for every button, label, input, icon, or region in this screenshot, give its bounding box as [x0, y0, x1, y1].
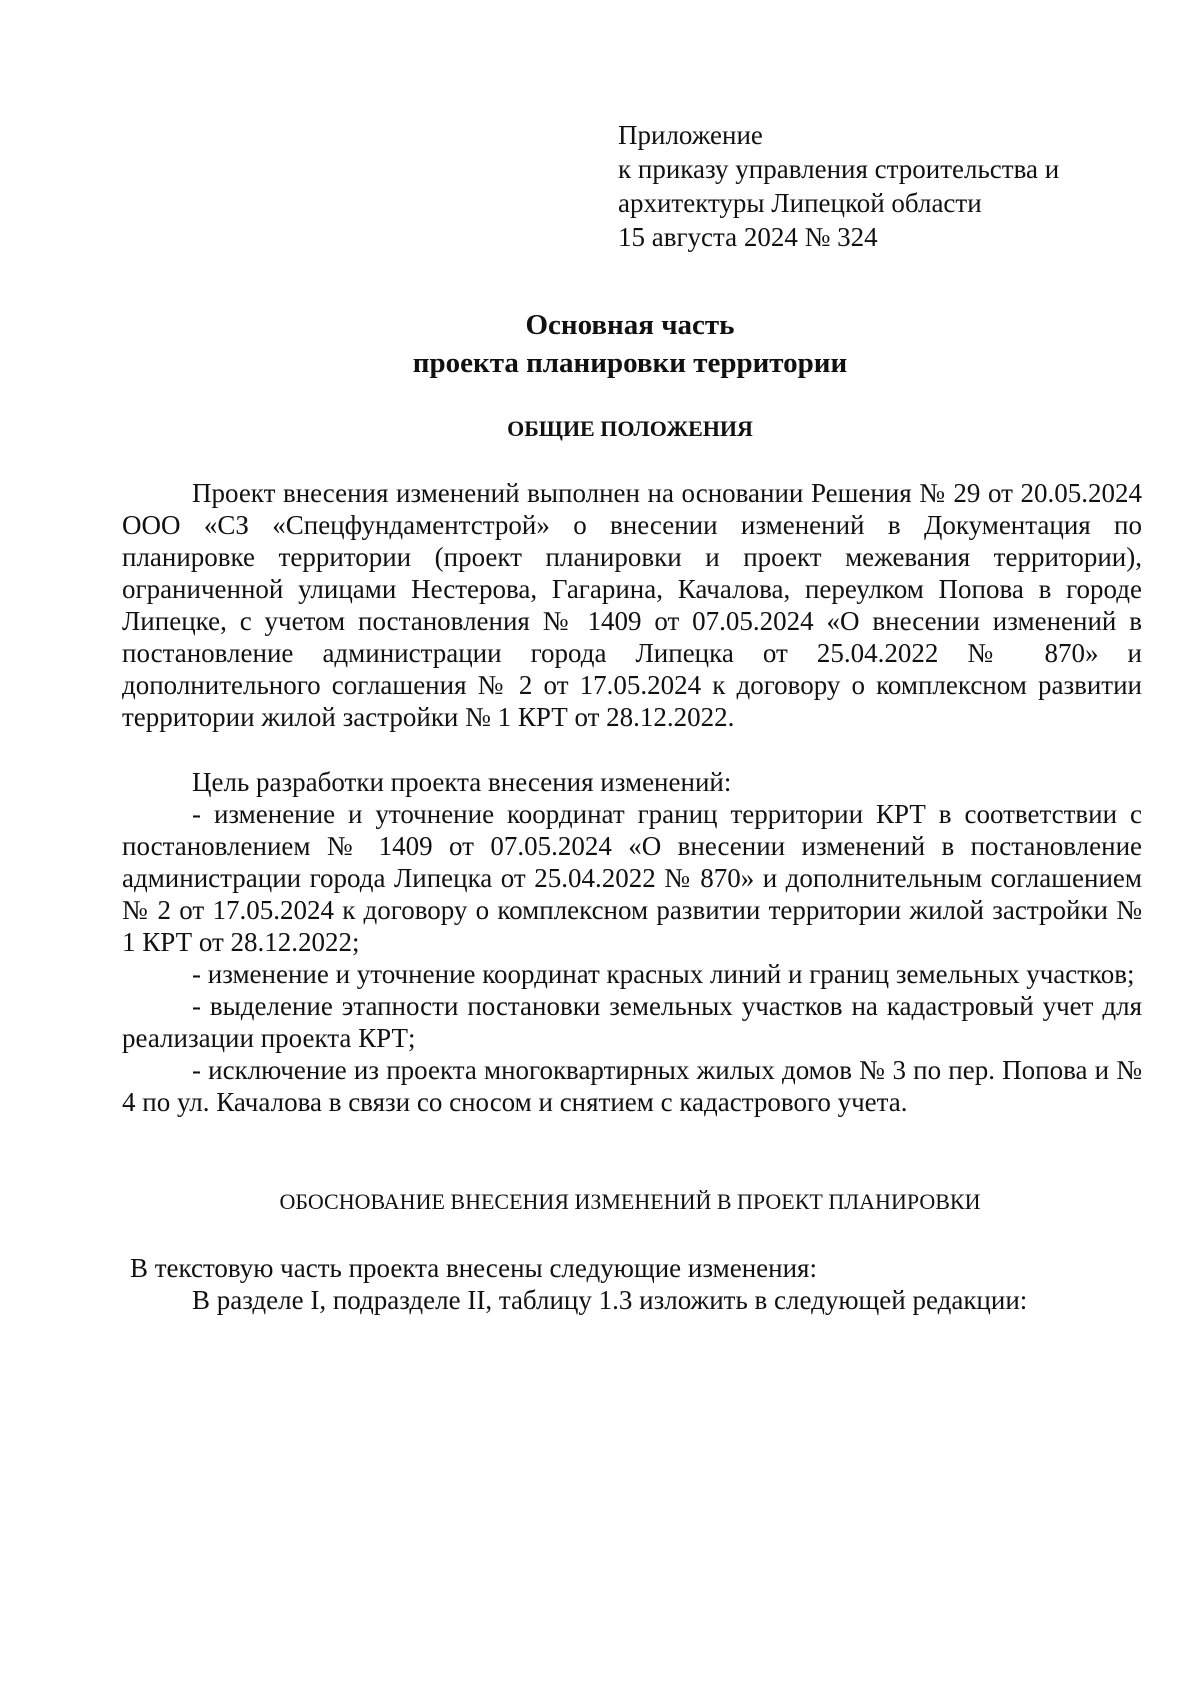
- document-title: [0, 306, 1200, 382]
- title-line-2: проекта планировки территории: [412, 347, 848, 379]
- justification-line-2: В разделе I, подразделе II, таблицу 1.3 изложить в следующей редакции:: [192, 1285, 1028, 1315]
- justification-heading: ОБОСНОВАНИЕ ВНЕСЕНИЯ ИЗМЕНЕНИЙ В ПРОЕКТ ПЛАНИРОВКИ: [279, 1189, 981, 1214]
- title-line-1: Основная часть: [525, 309, 735, 341]
- justification-line-1: В текстовую часть проекта внесены следующие изменения:: [130, 1253, 817, 1283]
- appendix-authority: архитектуры Липецкой области: [618, 188, 982, 218]
- appendix-label: Приложение: [618, 120, 763, 150]
- general-provisions-paragraph: Проект внесения изменений выполнен на основании Решения № 29 от 20.05.2024 ООО «СЗ «Спецфундаментстрой» о внесении изменений в Документация по планировке территории (проект планировки и проект межевания территории), ограниченной улицами Нестерова, Гагарина, Качалова, переулком Попова в городе Липецке, с учетом постановления № 1409 от 07.05.2024 «О внесении изменений в постановление администрации города Липецка от 25.04.2022 № 870» и дополнительного соглашения № 2 от 17.05.2024 к договору о комплексном развитии территории жилой застройки № 1 КРТ от 28.12.2022.: [122, 478, 1142, 732]
- appendix-order-ref: к приказу управления строительства и: [618, 154, 1060, 184]
- appendix-block: [618, 118, 1178, 254]
- goals-block: [122, 766, 1142, 1118]
- goal-item-2: - изменение и уточнение координат красных линий и границ земельных участков;: [192, 959, 1135, 989]
- justification-text: [130, 1252, 1140, 1316]
- general-provisions-heading: ОБЩИЕ ПОЛОЖЕНИЯ: [507, 416, 753, 441]
- goals-intro: Цель разработки проекта внесения изменений:: [192, 767, 732, 797]
- goal-item-3: - выделение этапности постановки земельных участков на кадастровый учет для реализации проекта КРТ;: [122, 991, 1142, 1053]
- goal-item-1: - изменение и уточнение координат границ территории КРТ в соответствии с постановлением № 1409 от 07.05.2024 «О внесении изменений в постановление администрации города Липецка от 25.04.2022 № 870» и дополнительным соглашением № 2 от 17.05.2024 к договору о комплексном развитии территории жилой застройки № 1 КРТ от 28.12.2022;: [122, 799, 1142, 957]
- general-provisions-text: [122, 477, 1142, 733]
- appendix-date-number: 15 августа 2024 № 324: [618, 222, 878, 252]
- goal-item-4: - исключение из проекта многоквартирных жилых домов № 3 по пер. Попова и № 4 по ул. Качалова в связи со сносом и снятием с кадастрового учета.: [122, 1055, 1142, 1117]
